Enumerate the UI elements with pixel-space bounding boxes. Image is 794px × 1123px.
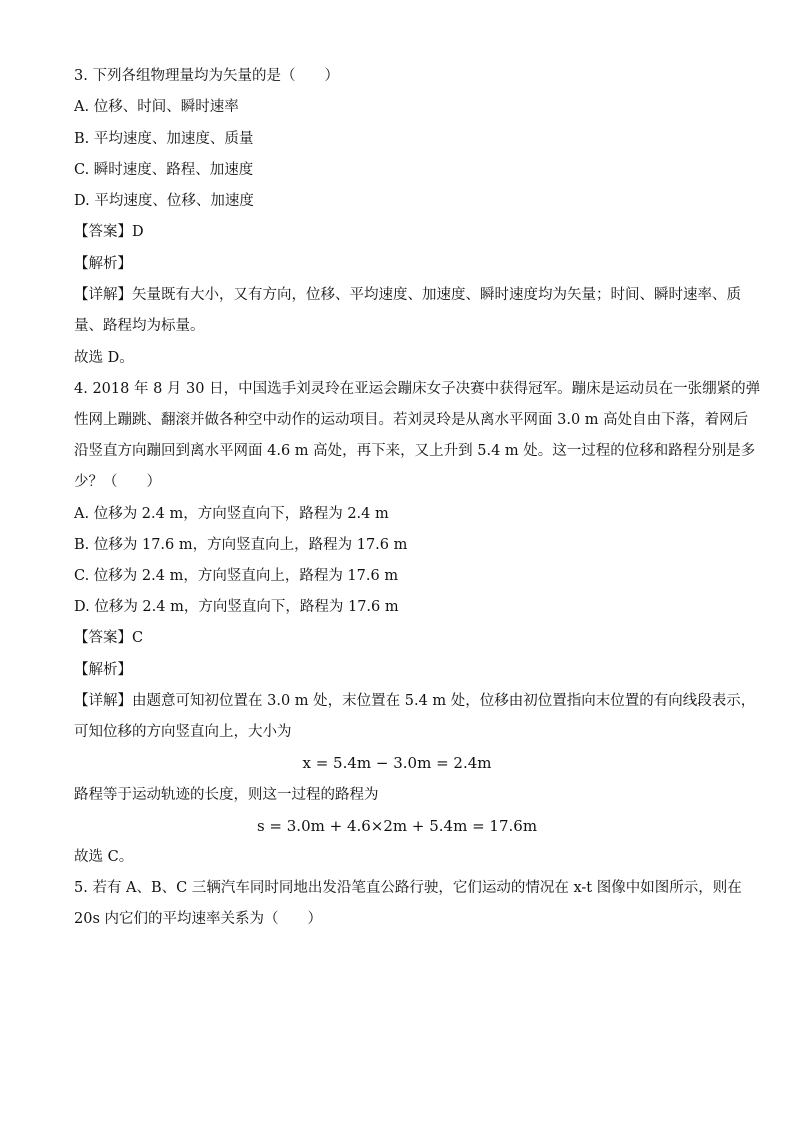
q5-stem-line-1: 5. 若有 A、B、C 三辆汽车同时同地出发沿笔直公路行驶，它们运动的情况在 x-t 图像中如图所示，则在	[74, 880, 742, 896]
q3-option-b: B. 平均速度、加速度、质量	[74, 131, 254, 147]
q4-stem-line-2: 性网上蹦跳、翻滚并做各种空中动作的运动项目。若刘灵玲是从离水平网面 3.0 m 高处自由下落，着网后	[74, 412, 749, 428]
q3-detail-line-2: 量、路程均为标量。	[74, 318, 205, 334]
q4-stem-line-3: 沿竖直方向蹦回到离水平网面 4.6 m 高处，再下来，又上升到 5.4 m 处。这一过程的位移和路程分别是多	[74, 443, 756, 459]
q3-option-c: C. 瞬时速度、路程、加速度	[74, 162, 254, 178]
q3-stem: 3. 下列各组物理量均为矢量的是（ ）	[74, 68, 339, 84]
q4-detail-line-2: 可知位移的方向竖直向上，大小为	[74, 724, 292, 740]
q3-analysis-tag: 【解析】	[74, 256, 132, 272]
q4-formula-displacement: x = 5.4m − 3.0m = 2.4m	[302, 754, 492, 772]
q3-detail-line-1: 【详解】矢量既有大小，又有方向，位移、平均速度、加速度、瞬时速度均为矢量；时间、瞬时速率、质	[74, 287, 741, 303]
q5-stem-line-2: 20s 内它们的平均速率关系为（ ）	[74, 911, 322, 927]
q4-option-a: A. 位移为 2.4 m，方向竖直向下，路程为 2.4 m	[74, 506, 389, 522]
q4-option-d: D. 位移为 2.4 m，方向竖直向下，路程为 17.6 m	[74, 599, 399, 615]
q4-answer: 【答案】C	[74, 630, 144, 646]
q4-detail-line-1: 【详解】由题意可知初位置在 3.0 m 处，末位置在 5.4 m 处，位移由初位置指向末位置的有向线段表示，	[74, 693, 756, 709]
q4-analysis-tag: 【解析】	[74, 662, 132, 678]
q3-conclusion: 故选 D。	[74, 350, 134, 366]
q3-answer: 【答案】D	[74, 224, 144, 240]
q3-option-d: D. 平均速度、位移、加速度	[74, 193, 254, 209]
q4-stem-line-4: 少？（ ）	[74, 474, 161, 490]
q4-stem-line-1: 4. 2018 年 8 月 30 日，中国选手刘灵玲在亚运会蹦床女子决赛中获得冠军。蹦床是运动员在一张绷紧的弹	[74, 381, 761, 397]
q4-conclusion: 故选 C。	[74, 849, 134, 865]
q4-formula-path: s = 3.0m + 4.6×2m + 5.4m = 17.6m	[256, 817, 538, 835]
q4-option-c: C. 位移为 2.4 m，方向竖直向上，路程为 17.6 m	[74, 568, 399, 584]
q4-option-b: B. 位移为 17.6 m，方向竖直向上，路程为 17.6 m	[74, 537, 408, 553]
q4-detail-line-3: 路程等于运动轨迹的长度，则这一过程的路程为	[74, 787, 379, 803]
q3-option-a: A. 位移、时间、瞬时速率	[74, 99, 239, 115]
